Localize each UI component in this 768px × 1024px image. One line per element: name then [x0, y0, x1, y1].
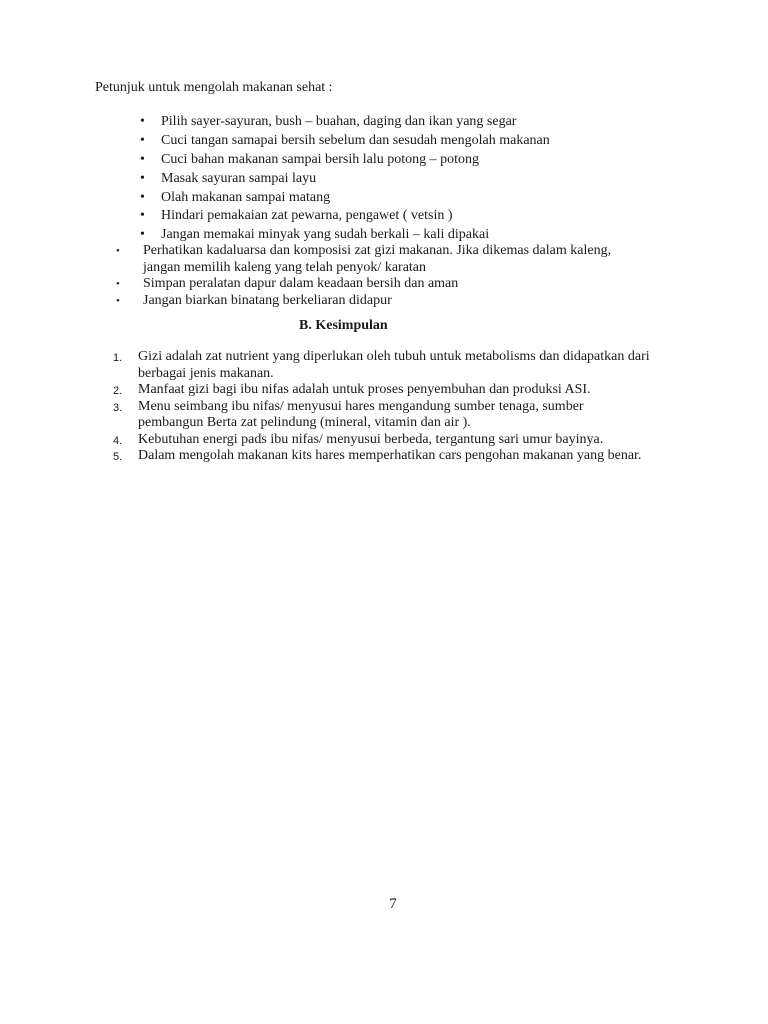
tips-more-list — [113, 243, 633, 309]
list-item-text: Menu seimbang ibu nifas/ menyusui hares mengandung sumber tenaga, sumber pembangun Berta zat pelindung (mineral, vitamin dan air ). — [138, 398, 584, 430]
list-item-text: Kebutuhan energi pads ibu nifas/ menyusui berbeda, tergantung sari umur bayinya. — [138, 431, 604, 447]
list-number: 3. — [113, 401, 123, 414]
list-number: 2. — [113, 385, 123, 397]
list-number: 1. — [113, 352, 123, 364]
tips-list — [140, 113, 550, 245]
list-item — [110, 349, 650, 382]
list-item: • Hindari pemakaian zat pewarna, pengawet ( vetsin ) — [140, 207, 550, 226]
list-item: • Pilih sayer-sayuran, bush – buahan, daging dan ikan yang segar — [140, 113, 550, 132]
list-item: • Simpan peralatan dapur dalam keadaan bersih dan aman — [113, 276, 633, 293]
list-item: • Jangan biarkan binatang berkeliaran didapur — [113, 293, 633, 310]
list-item: • Olah makanan sampai matang — [140, 189, 550, 208]
list-item: • Cuci tangan samapai bersih sebelum dan sesudah mengolah makanan — [140, 132, 550, 151]
list-item: • Jangan memakai minyak yang sudah berkali – kali dipakai — [140, 226, 550, 245]
section-title: B. Kesimpulan — [299, 318, 388, 333]
list-item: • Masak sayuran sampai layu — [140, 170, 550, 189]
list-item — [110, 382, 650, 399]
list-item: • Cuci bahan makanan sampai bersih lalu potong – potong — [140, 151, 550, 170]
conclusion-list — [110, 349, 650, 465]
list-item — [110, 432, 650, 449]
list-item-text: Gizi adalah zat nutrient yang diperlukan oleh tubuh untuk metabolisms dan didapatkan dari berbagai jenis makanan. — [138, 349, 650, 381]
intro-text: Petunjuk untuk mengolah makanan sehat : — [95, 80, 333, 95]
list-item: • Perhatikan kadaluarsa dan komposisi zat gizi makanan. Jika dikemas dalam kaleng, jangan memilih kaleng yang telah penyok/ karatan — [113, 243, 633, 276]
page-number: 7 — [389, 896, 397, 912]
list-item-text: Manfaat gizi bagi ibu nifas adalah untuk proses penyembuhan dan produksi ASI. — [138, 382, 591, 397]
list-item — [110, 448, 650, 465]
list-item — [110, 399, 650, 432]
list-number: 4. — [113, 434, 123, 447]
list-number: 5. — [113, 451, 123, 463]
list-item-text: Dalam mengolah makanan kits hares memperhatikan cars pengohan makanan yang benar. — [138, 448, 642, 463]
